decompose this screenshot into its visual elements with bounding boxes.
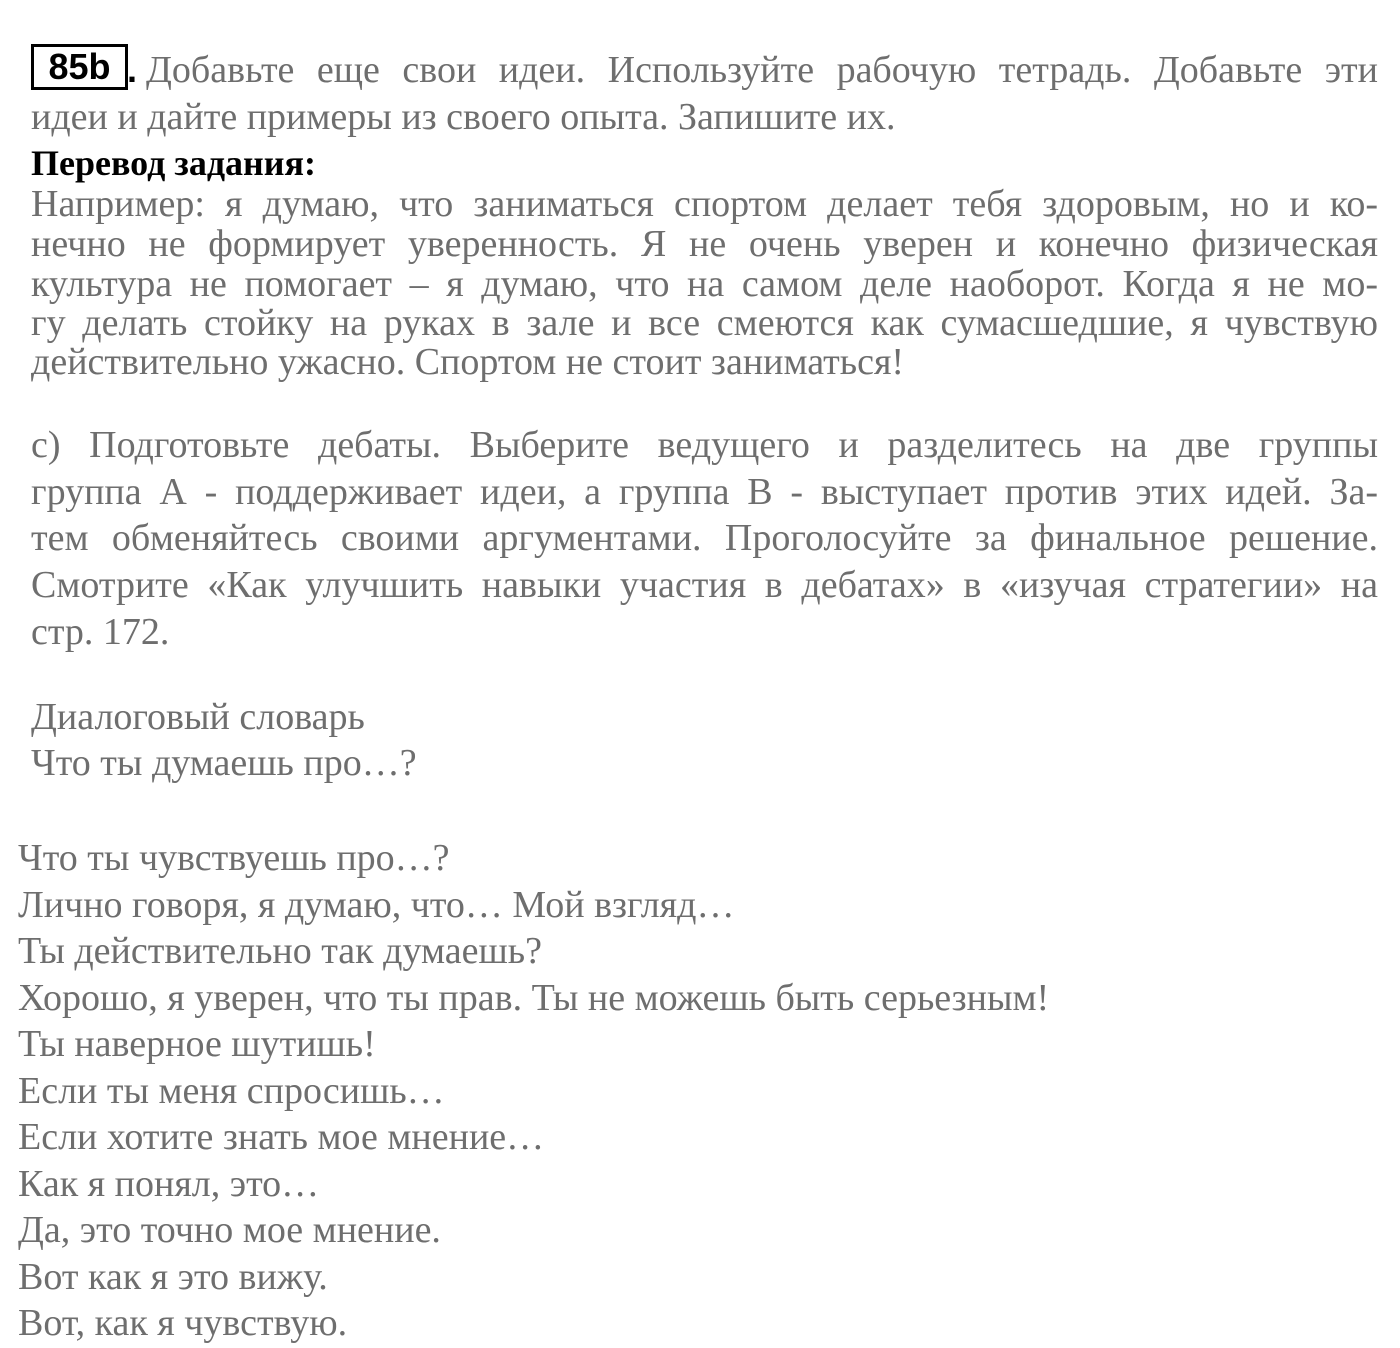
phrase-item: Вот, как я чувствую. <box>18 1302 348 1344</box>
task-number-badge: 85b <box>31 44 128 90</box>
phrase-item: Что ты чувствуешь про…? <box>18 837 450 879</box>
translation-heading: Перевод задания: <box>31 143 316 183</box>
phrase-item: Вот как я это вижу. <box>18 1256 328 1298</box>
debate-line-2: группа А - поддерживает идеи, а группа B - выступает против этих идей. За- <box>31 471 1378 513</box>
instruction-line-2: идеи и дайте примеры из своего опыта. Запишите их. <box>31 96 896 138</box>
phrase-item: Если ты меня спросишь… <box>18 1070 445 1112</box>
example-line-4: гу делать стойку на руках в зале и все смеются как сумасшедшие, я чувствую <box>31 302 1378 344</box>
phrase-item: Ты действительно так думаешь? <box>18 930 542 972</box>
dialogue-first-phrase: Что ты думаешь про…? <box>31 742 417 784</box>
example-line-2: нечно не формирует уверенность. Я не очень уверен и конечно физическая <box>31 223 1378 265</box>
example-line-1: Например: я думаю, что заниматься спортом делает тебя здоровым, но и ко- <box>31 183 1378 225</box>
phrase-item: Ты наверное шутишь! <box>18 1023 376 1065</box>
debate-line-3: тем обменяйтесь своими аргументами. Проголосуйте за финальное решение. <box>31 517 1378 559</box>
example-line-5: действительно ужасно. Спортом не стоит заниматься! <box>31 341 905 383</box>
example-line-3: культура не помогает – я думаю, что на самом деле наоборот. Когда я не мо- <box>31 263 1378 305</box>
phrase-item: Как я понял, это… <box>18 1163 320 1205</box>
phrase-item: Да, это точно мое мнение. <box>18 1209 441 1251</box>
instruction-line-1: Добавьте еще свои идеи. Используйте рабочую тетрадь. Добавьте эти <box>146 49 1378 91</box>
task-number-period: . <box>127 49 138 90</box>
debate-line-1: c) Подготовьте дебаты. Выберите ведущего и разделитесь на две группы <box>31 424 1378 466</box>
phrase-item: Если хотите знать мое мнение… <box>18 1116 545 1158</box>
phrase-item: Хорошо, я уверен, что ты прав. Ты не можешь быть серьезным! <box>18 977 1050 1019</box>
debate-line-5: стр. 172. <box>31 611 170 653</box>
dialogue-title: Диалоговый словарь <box>31 696 365 738</box>
phrase-item: Лично говоря, я думаю, что… Мой взгляд… <box>18 884 735 926</box>
debate-line-4: Смотрите «Как улучшить навыки участия в дебатах» в «изучая стратегии» на <box>31 564 1378 606</box>
